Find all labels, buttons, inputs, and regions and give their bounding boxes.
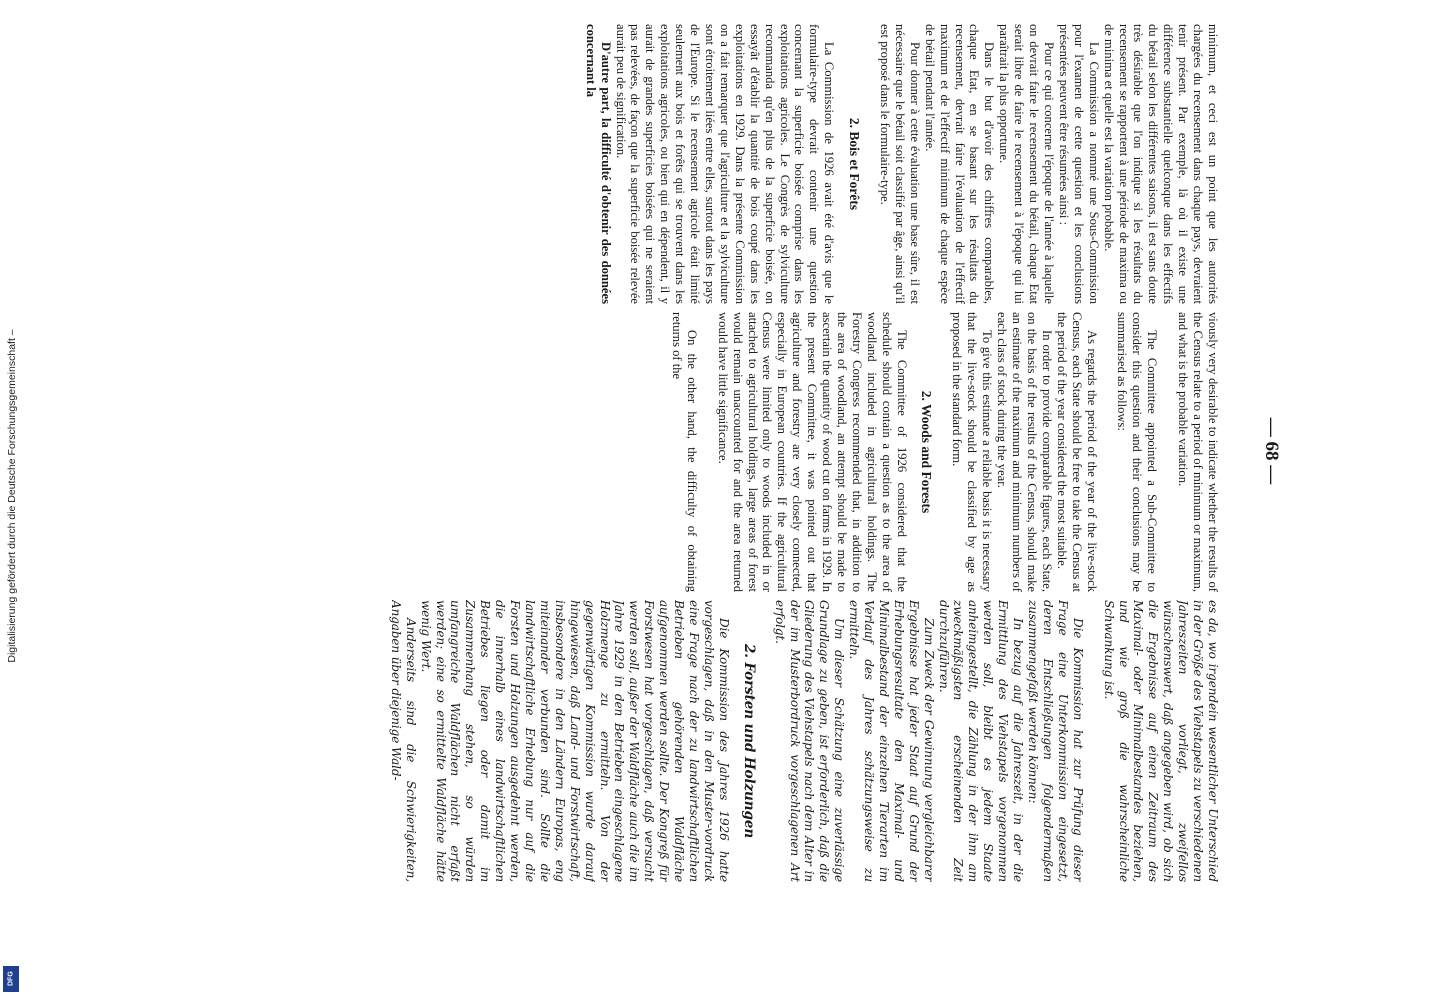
section-heading: 2. Forsten und Holzungen xyxy=(740,643,757,839)
english-column xyxy=(180,312,1220,592)
paragraph: viously very desirable to indicate whether the results of the Census relate to a period of minimum or maximum, and what is the probable variation. xyxy=(1176,312,1220,592)
paragraph: Um dieser Schätzung eine zuverlässige Grundlage zu geben, ist erforderlich, daß die Gliederung des Viehstapels nach dem Alter in der im Musterbordruck vorgeschlagenen Art erfolgt. xyxy=(772,600,847,882)
paragraph: Pour donner à cette évaluation une base sûre, il est nécessaire que le bétail soit classifié par âge, ainsi qu'il est proposé dans le formulaire-type. xyxy=(878,24,922,304)
paragraph: The Committee appointed a Sub-Committee to consider this question and their conclusions may be summarised as follows: xyxy=(1115,312,1160,592)
paragraph: Dans le but d'avoir des chiffres comparables, chaque Etat, en se basant sur les résultats du recensement, devrait faire l'évaluation de l'effectif maximum et de l'effectif minimum de chaque espèce de bétail pendant l'année. xyxy=(922,24,997,304)
paragraph: minimum, et ceci est un point que les autorités chargées du recensement dans chaque pays, devraient tenir présent. Par exemple, là où il existe une différence substantielle quelconque dans les effectifs du bétail selon les différentes saisons, il est sans doute très désirable que l'on indique si les résultats du recensement se rapportent à une période de maxima ou de minima et quelle est la variation probable. xyxy=(1101,24,1220,304)
page-footer xyxy=(2,0,22,1000)
paragraph: Die Kommission hat zur Prüfung dieser Frage eine Unterkommission eingesetzt, deren Entschließungen folgendermaßen zusammengefaßt werden können: xyxy=(1026,600,1085,882)
paragraph: Anderseits sind die Schwierigkeiten, Angaben über diejenige Wald- xyxy=(388,600,418,882)
french-column xyxy=(180,24,1220,304)
paragraph: La Commission de 1926 avait été d'avis que le formulaire-type devrait contenir une question concernant la superficie boisée comprise dans les exploitations agricoles. Le Congrès de sylviculture recommanda qu'en plus de la superficie boisée, on essayât d'établir la quantité de bois coupé dans les exploitations en 1929. Dans la présente Commission on a fait remarquer que l'agriculture et la sylviculture sont étroitement liées entre elles, surtout dans les pays de l'Europe. Si le recensement agricole était limité seulement aux bois et forêts qui se trouvent dans les exploitations agricoles, ou bien qui en dépendent, il y aurait de grandes superficies boisées qui ne seraient pas relevées, de façon que la superficie boisée relevée aurait peu de signification. xyxy=(613,24,837,304)
section-heading: 2. Woods and Forests xyxy=(919,390,935,514)
paragraph: As regards the period of the year of the live-stock Census, each State should be free to take the Census at the period of the year considered the most suitable. xyxy=(1054,312,1099,592)
paragraph: Die Kommission des Jahres 1926 hatte vorgeschlagen, daß in den Muster-vordruck eine Frage nach der zu landwirtschaftlichen Betrieben gehörenden Waldfläche aufgenommen werden sollte. Der Kongreß für Forstwesen hat vorgeschlagen, daß versucht werden soll, außer der Waldfläche auch die im Jahre 1929 in den Betrieben eingeschlagene Holzmenge zu ermitteln. Von der gegenwärtigen Kommission wurde darauf hingewiesen, daß Land- und Forstwirtschaft, insbesondere in den Ländern Europas, eng miteinander verbunden sind. Sollte die landwirtschaftliche Erhebung nur auf die Forsten und Holzungen ausgedehnt werden, die innerhalb eines landwirtschaftlichen Betriebes liegen oder damit im Zusammenhang stehen, so würden umfangreiche Waldflächen nicht erfaßt werden; eine so ermittelte Waldfläche hätte wenig Wert. xyxy=(418,600,731,882)
page-number: — 68 — xyxy=(1261,417,1282,485)
dfg-logo: DFG xyxy=(3,966,19,992)
paragraph: In order to provide comparable figures, each State, on the basis of the results of the Census, should make an estimate of the maximum and minimum numbers of each class of stock during the year. xyxy=(995,312,1054,592)
paragraph: es da, wo irgendein wesentlicher Unterschied in der Größe des Viehstapels zu verschiedenen Jahreszeiten vorliegt, zweifellos wünschenswert, daß angegeben wird, ob sich die Ergebnisse auf einen Zeitraum des Maximal- oder Minimalbestandes beziehen, und wie groß die wahrscheinliche Schwankung ist. xyxy=(1101,600,1220,882)
paragraph: Zum Zweck der Gewinnung vergleichbarer Ergebnisse hat jeder Staat auf Grund der Erhebungsresultate den Maximal- und Minimalbestand der einzelnen Tierarten im Verlauf des Jahres schätzungsweise zu ermitteln. xyxy=(847,600,936,882)
paragraph: In bezug auf die Jahreszeit, in der die Ermittlung des Viehstapels vorgenommen werden soll, bleibt es jedem Staate anheimgestellt, die Zählung in der ihm am zweckmäßigsten erscheinenden Zeit durchzuführen. xyxy=(936,600,1026,882)
paragraph: The Committee of 1926 considered that the schedule should contain a question as to the area of woodland included in agricultural holdings. The Forestry Congress recommended that, in addition to the area of woodland, an attempt should be made to ascertain the quantity of wood cut on farms in 1929. In the present Committee, it was pointed out that agriculture and forestry are very closely connected, especially in European countries. If the agricultural Census were limited only to woods included in or attached to agricultural holdings, large areas of forest would remain unaccounted for and the area returned would have little significance. xyxy=(715,312,909,592)
german-column xyxy=(180,600,1220,882)
digitization-credit: Digitalisierung gefördert durch die Deutsche Forschungsgemeinschaft – xyxy=(6,329,18,663)
rotated-document-page xyxy=(162,6,1312,896)
paragraph: La Commission a nommé une Sous-Commission pour l'examen de cette question et les conclusions présentées peuvent être résumées ainsi : xyxy=(1056,24,1101,304)
paragraph: To give this estimate a reliable basis it is necessary that the live-stock should be classified by age as proposed in the standard form. xyxy=(950,312,995,592)
paragraph: On the other hand, the difficulty of obtaining returns of the xyxy=(669,312,699,592)
section-heading: 2. Bois et Forêts xyxy=(847,117,863,211)
paragraph: D'autre part, la difficulté d'obtenir des données concernant la xyxy=(583,24,613,304)
paragraph: Pour ce qui concerne l'époque de l'année à laquelle on devrait faire le recensement du bétail, chaque Etat serait libre de faire le recensement à l'époque qui lui paraîtrait la plus opportune. xyxy=(997,24,1057,304)
